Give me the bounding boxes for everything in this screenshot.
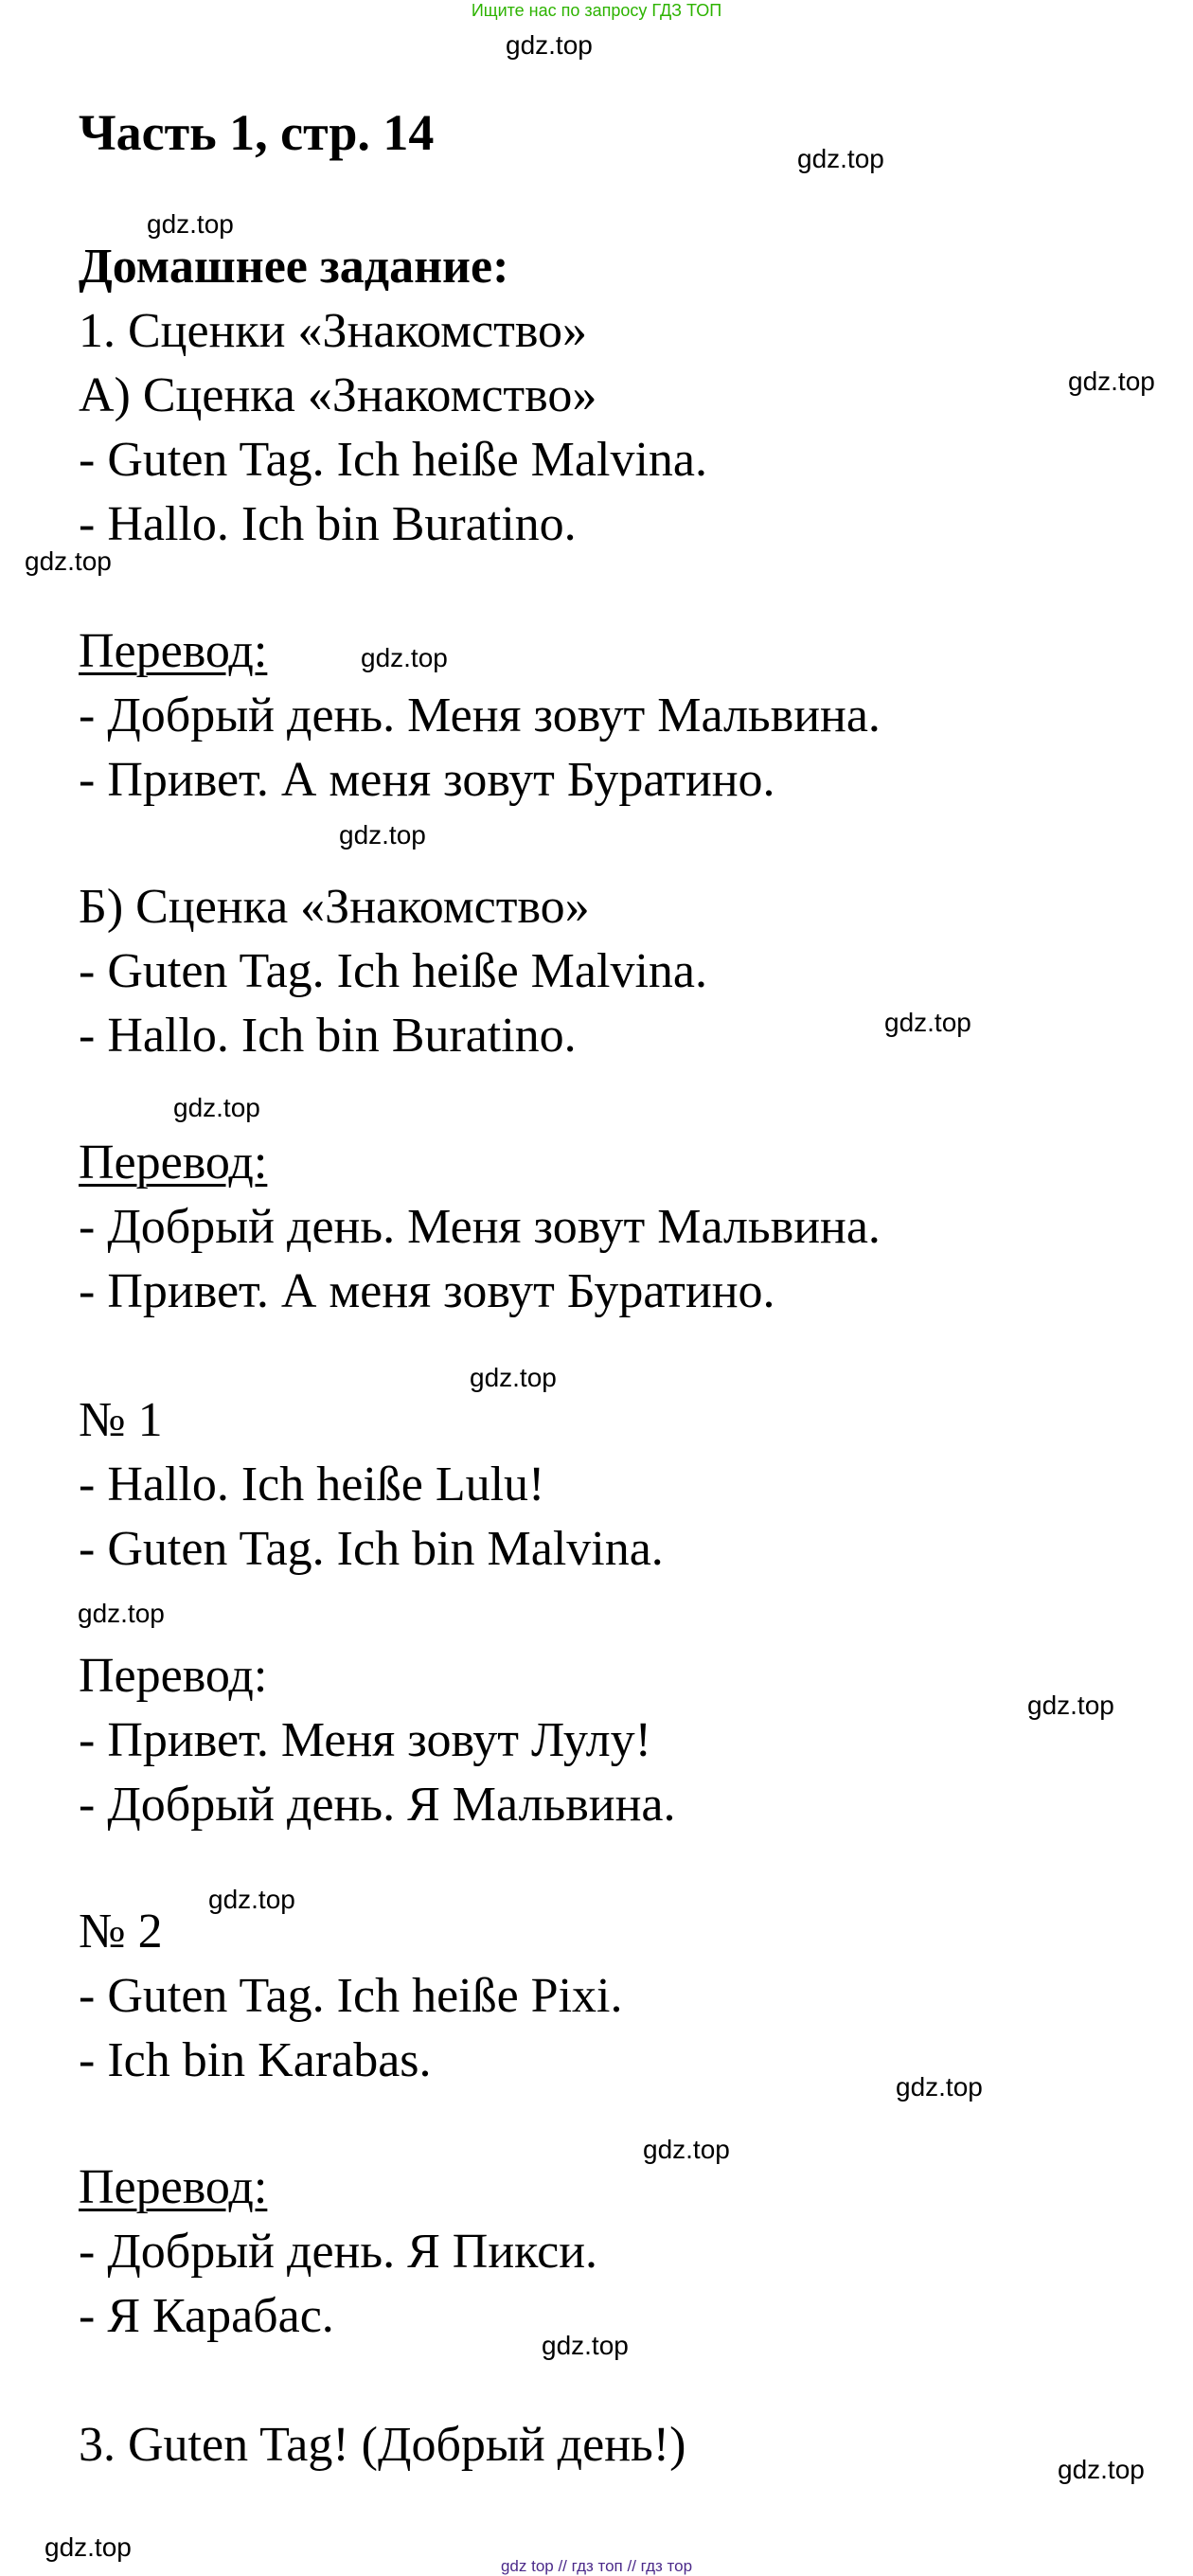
watermark: gdz.top xyxy=(208,1885,295,1914)
no1-translation-1: - Привет. Меня зовут Лулу! xyxy=(79,1713,651,1767)
footer-links: gdz top // гдз топ // гдз тор xyxy=(500,2557,693,2575)
watermark: gdz.top xyxy=(643,2135,730,2164)
scene-a-line-2: - Hallo. Ich bin Buratino. xyxy=(79,497,577,551)
watermark: gdz.top xyxy=(173,1093,260,1122)
scene-a-heading: А) Сценка «Знакомство» xyxy=(79,368,597,422)
no1-translation-label: Перевод: xyxy=(79,1649,268,1703)
homework-heading: Домашнее задание: xyxy=(79,240,509,294)
watermark: gdz.top xyxy=(1058,2455,1145,2484)
watermark: gdz.top xyxy=(896,2072,983,2102)
scene-b-line-1: - Guten Tag. Ich heiße Malvina. xyxy=(79,944,707,998)
watermark: gdz.top xyxy=(45,2532,132,2562)
watermark: gdz.top xyxy=(542,2331,629,2360)
scene-a-line-1: - Guten Tag. Ich heiße Malvina. xyxy=(79,433,707,487)
watermark: gdz.top xyxy=(506,30,593,60)
no2-translation-1: - Добрый день. Я Пикси. xyxy=(79,2225,598,2279)
task3-heading: 3. Guten Tag! (Добрый день!) xyxy=(79,2418,686,2472)
scene-a-translation-label: Перевод: xyxy=(79,624,268,678)
no2-translation-2: - Я Карабас. xyxy=(79,2289,334,2343)
watermark: gdz.top xyxy=(147,209,234,239)
no2-heading: № 2 xyxy=(79,1905,163,1959)
watermark: gdz.top xyxy=(1068,367,1155,396)
no1-translation-2: - Добрый день. Я Мальвина. xyxy=(79,1778,676,1832)
scene-b-line-2: - Hallo. Ich bin Buratino. xyxy=(79,1009,577,1063)
scene-b-heading: Б) Сценка «Знакомство» xyxy=(79,880,590,934)
watermark: gdz.top xyxy=(339,820,426,850)
watermark: gdz.top xyxy=(25,546,112,576)
scene-a-translation-1: - Добрый день. Меня зовут Мальвина. xyxy=(79,689,881,742)
no2-line-2: - Ich bin Karabas. xyxy=(79,2033,432,2087)
no1-line-1: - Hallo. Ich heiße Lulu! xyxy=(79,1458,545,1512)
watermark: gdz.top xyxy=(1027,1690,1114,1720)
watermark: gdz.top xyxy=(884,1008,971,1037)
watermark: gdz.top xyxy=(797,144,884,173)
no1-line-2: - Guten Tag. Ich bin Malvina. xyxy=(79,1522,664,1576)
scene-b-translation-1: - Добрый день. Меня зовут Мальвина. xyxy=(79,1200,881,1254)
watermark: gdz.top xyxy=(470,1363,557,1392)
page-title: Часть 1, стр. 14 xyxy=(79,104,435,161)
watermark: gdz.top xyxy=(361,643,448,672)
top-banner: Ищите нас по запросу ГДЗ ТОП xyxy=(471,1,722,20)
task1-heading: 1. Сценки «Знакомство» xyxy=(79,304,588,358)
scene-a-translation-2: - Привет. А меня зовут Буратино. xyxy=(79,753,775,807)
no1-heading: № 1 xyxy=(79,1393,163,1447)
watermark: gdz.top xyxy=(78,1599,165,1628)
scene-b-translation-2: - Привет. А меня зовут Буратино. xyxy=(79,1264,775,1318)
scene-b-translation-label: Перевод: xyxy=(79,1136,268,1190)
no2-translation-label: Перевод: xyxy=(79,2160,268,2214)
no2-line-1: - Guten Tag. Ich heiße Pixi. xyxy=(79,1969,623,2023)
